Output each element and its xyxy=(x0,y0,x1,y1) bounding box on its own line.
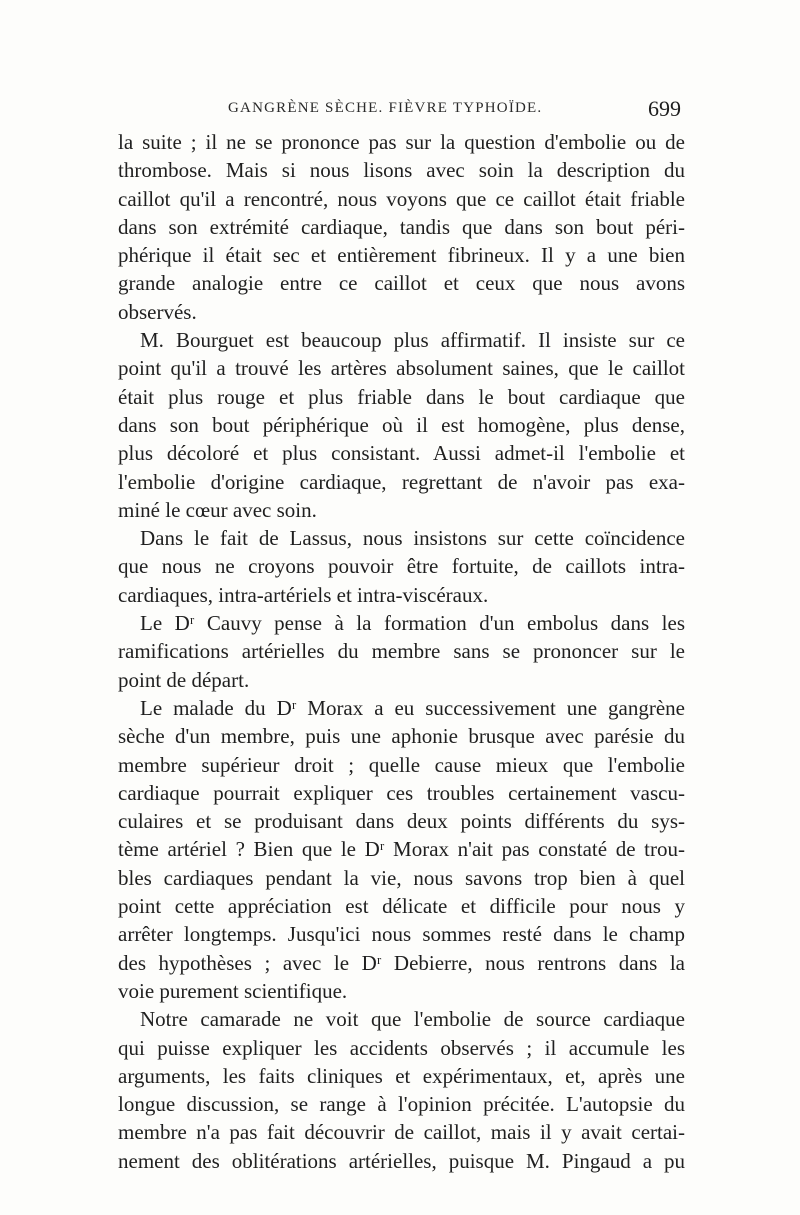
page-number: 699 xyxy=(648,96,681,121)
text-line: cardiaques, intra-artériels et intra-viscéraux. xyxy=(118,582,489,607)
text-line: cardiaque pourrait expliquer ces troubles certainement vascu- xyxy=(118,780,685,805)
text-line: que nous ne croyons pouvoir être fortuite, de caillots intra- xyxy=(118,554,685,579)
text-line: culaires et se produisant dans deux points différents du sys- xyxy=(118,809,685,834)
text-line: Notre camarade ne voit que l'embolie de source cardiaque xyxy=(140,1007,685,1032)
paragraph-6 xyxy=(118,1005,685,1175)
text-line: miné le cœur avec soin. xyxy=(118,497,317,522)
text-line: voie purement scientifique. xyxy=(118,978,348,1003)
text-line: était plus rouge et plus friable dans le bout cardiaque que xyxy=(118,384,685,409)
text-line: plus décoloré et plus consistant. Aussi admet-il l'embolie et xyxy=(118,441,685,466)
text-line: M. Bourguet est beaucoup plus affirmatif. Il insiste sur ce xyxy=(140,328,685,353)
text-line: arguments, les faits cliniques et expérimentaux, et, après une xyxy=(118,1063,685,1088)
text-line: point cette appréciation est délicate et difficile pour nous y xyxy=(118,894,685,919)
text-line: bles cardiaques pendant la vie, nous savons trop bien à quel xyxy=(118,865,685,890)
running-head xyxy=(118,96,683,124)
text-line: Dans le fait de Lassus, nous insistons sur cette coïncidence xyxy=(140,526,685,551)
text-line: nement des oblitérations artérielles, puisque M. Pingaud a pu xyxy=(118,1148,685,1173)
text-line: dans son extrémité cardiaque, tandis que dans son bout péri- xyxy=(118,214,685,239)
text-line: point qu'il a trouvé les artères absolument saines, que le caillot xyxy=(118,356,685,381)
text-line: grande analogie entre ce caillot et ceux que nous avons xyxy=(118,271,685,296)
text-line: ramifications artérielles du membre sans se prononcer sur le xyxy=(118,639,685,664)
text-line: des hypothèses ; avec le Dʳ Debierre, nous rentrons dans la xyxy=(118,950,685,975)
text-line: phérique il était sec et entièrement fibrineux. Il y a une bien xyxy=(118,243,685,268)
text-line: dans son bout périphérique où il est homogène, plus dense, xyxy=(118,412,685,437)
running-title: GANGRÈNE SÈCHE. FIÈVRE TYPHOÏDE. xyxy=(228,100,543,116)
text-line: thrombose. Mais si nous lisons avec soin la description du xyxy=(118,158,685,183)
text-line: longue discussion, se range à l'opinion précitée. L'autopsie du xyxy=(118,1092,685,1117)
text-line: sèche d'un membre, puis une aphonie brusque avec parésie du xyxy=(118,724,685,749)
text-line: l'embolie d'origine cardiaque, regrettant de n'avoir pas exa- xyxy=(118,469,685,494)
text-line: observés. xyxy=(118,299,197,324)
body-text xyxy=(118,128,685,1175)
paragraph-2 xyxy=(118,326,685,524)
text-line: qui puisse expliquer les accidents observés ; il accumule les xyxy=(118,1035,685,1060)
text-line: point de départ. xyxy=(118,667,250,692)
text-line: Le malade du Dʳ Morax a eu successivement une gangrène xyxy=(140,695,685,720)
text-line: membre supérieur droit ; quelle cause mieux que l'embolie xyxy=(118,752,685,777)
paragraph-3 xyxy=(118,524,685,609)
paragraph-5 xyxy=(118,694,685,1005)
text-line: arrêter longtemps. Jusqu'ici nous sommes resté dans le champ xyxy=(118,922,685,947)
paragraph-4 xyxy=(118,609,685,694)
text-line: caillot qu'il a rencontré, nous voyons que ce caillot était friable xyxy=(118,186,685,211)
text-line: tème artériel ? Bien que le Dʳ Morax n'ait pas constaté de trou- xyxy=(118,837,685,862)
text-line: membre n'a pas fait découvrir de caillot, mais il y avait certai- xyxy=(118,1120,685,1145)
text-line: Le Dʳ Cauvy pense à la formation d'un embolus dans les xyxy=(140,611,685,636)
paragraph-1 xyxy=(118,128,685,326)
text-line: la suite ; il ne se prononce pas sur la question d'embolie ou de xyxy=(118,130,685,154)
